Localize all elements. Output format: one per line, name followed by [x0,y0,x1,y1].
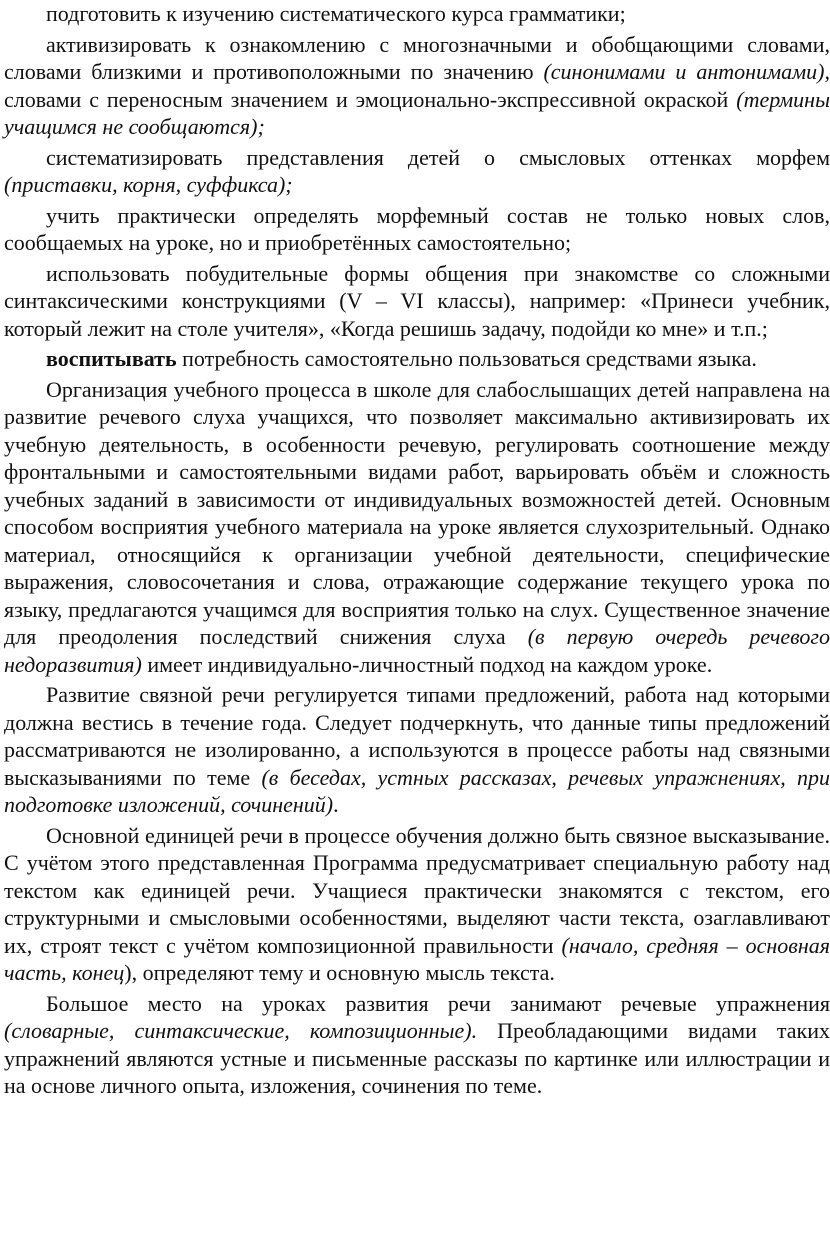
italic-text: (в первую очередь речевого недоразвития) [4,624,830,677]
paragraph-p10 [4,990,830,1100]
text-run: Большое место на уроках развития речи занимают речевые упражнения [46,990,830,1016]
text-run: Организация учебного процесса в школе для слабослышащих детей направлена на развитие речевого слуха учащихся, что позволяет максимально активизировать их учебную деятельность, в особенности речевую, регулировать соотношение между фронтальными и самостоятельными видами работ, варьировать объём и сложность учебных заданий в зависимости от индивидуальных возможностей детей. Основным способом восприятия учебного материала на уроке является слухозрительный. Однако материал, относящийся к организации учебной деятельности, специфические выражения, словосочетания и слова, отражающие содержание текущего урока по языку, предлагаются учащимся для восприятия только на слух. Существенное значение для преодоления последствий снижения слуха [4,376,830,649]
text-run: имеет индивидуально-личностный подход на каждом уроке. [141,651,713,677]
paragraph-p1 [4,0,830,28]
paragraph-p8 [4,681,830,819]
italic-text: (начало, средняя – основная часть, конец [4,932,830,985]
text-run: ), определяют тему и основную мысль текста. [124,960,555,985]
bold-text: воспитывать [46,346,177,371]
italic-text: (словарные, синтаксические, композиционные). [4,1018,478,1043]
text-run: . [333,792,339,817]
text-run: потребность самостоятельно пользоваться средствами языка. [176,346,757,371]
italic-text: (приставки, корня, суффикса); [4,172,293,197]
text-run: использовать побудительные формы общения при знакомстве со сложными синтаксическими конструкциями (V – VI классы), например: «Принеси учебник, который лежит на столе учителя», «Когда решишь задачу, подойди ко мне» и т.п.; [4,260,830,341]
paragraph-p6 [4,345,830,373]
text-run: Основной единицей речи в процессе обучения должно быть связное высказывание. С учётом этого представленная Программа предусматривает специальную работу над текстом как единицей речи. Учащиеся практически знакомятся с текстом, его структурными и смысловыми особенностями, выделяют части текста, озаглавливают их, строят текст с учётом композиционной правильности [4,822,830,958]
paragraph-p7 [4,376,830,679]
text-run: словами с переносным значением и эмоционально-экспрессивной окраской [4,86,737,112]
italic-text: (в беседах, устных рассказах, речевых упражнениях, при подготовке изложений, сочинений) [4,764,830,817]
italic-text: (синонимами и антонимами), [543,59,830,84]
paragraph-p4 [4,202,830,257]
paragraph-p2 [4,31,830,141]
italic-text: (термины учащимся не сообщаются); [4,86,830,139]
text-run: Преобладающими видами таких упражнений являются устные и письменные рассказы по картинке или иллюстрации и на основе личного опыта, изложения, сочинения по теме. [4,1018,830,1098]
text-run: подготовить к изучению систематического курса грамматики; [46,1,626,26]
paragraph-p9 [4,822,830,987]
paragraph-p3 [4,144,830,199]
text-run: Развитие связной речи регулируется типами предложений, работа над которыми должна вестись в течение года. Следует подчеркнуть, что данные типы предложений рассматриваются не изолированно, а используются в процессе работы над связными высказываниями по теме [4,682,830,790]
text-run: учить практически определять морфемный состав не только новых слов, сообщаемых на уроке, но и приобретённых самостоятельно; [4,202,830,255]
text-run: активизировать к ознакомлению с многозначными и обобщающими словами, словами близкими и противоположными по значению [4,31,830,84]
text-run: систематизировать представления детей о смысловых оттенках морфем [46,144,830,170]
paragraph-p5 [4,260,830,343]
